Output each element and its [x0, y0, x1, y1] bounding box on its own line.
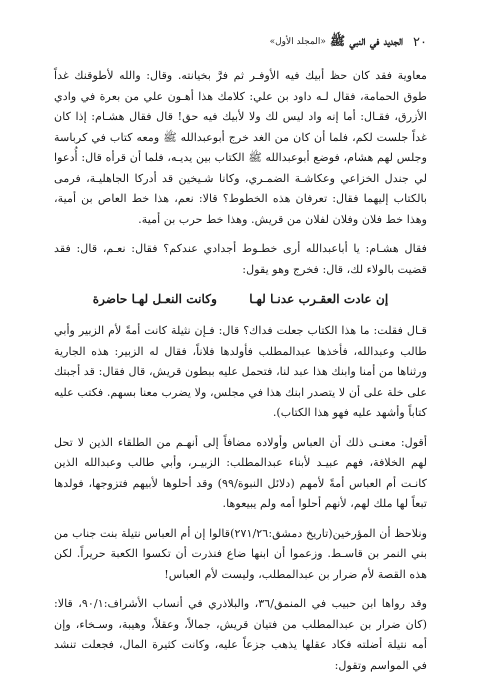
page-number: ٢٠	[413, 34, 427, 50]
verse-hemistich-first: إن عادت العقـرب عدنـا لهـا	[249, 292, 389, 306]
poetry-verse	[54, 289, 427, 309]
page-body	[54, 66, 427, 685]
book-title: الجديد في النبي ﷺ	[329, 32, 404, 48]
paragraph: قـال فقلت: ما هذا الكتاب جعلت فداك؟ قال: فـإن نثيلة كانت أمةً لأم الزبير وأبي طالب وعبدالله، فأخذها عبدالمطلب فأولدها فلاناً، فقال له الزبير: هذه الجارية ورثناها من أمنا وابنك هذا عبد لنا، فتحمل عليه ببطون قريش، قال فقال: قد أجبتك على خلة على أن لا يتصدر ابنك هذا في مجلس، ولا يضرب معنا بسهم. فكتب عليه كتاباً وأشهد عليه فهو هذا الكتاب).	[54, 324, 427, 419]
page-header	[54, 30, 427, 54]
paragraph: وقد رواها ابن حبيب في المنمق/٣٦، والبلاذري في أنساب الأشراف:٩٠/١، قالا: (كان ضرار بن عبدالمطلب من فتيان قريش، جمالاً، وعقلاً، وهيبة، وسـخاء، وإن أمه نتيلة أضلته فكاد عقلها يذهب جزعاً عليه، وكانت كثيرة المال، فجعلت تنشد في المواسم وتقول:	[54, 597, 428, 672]
verse-hemistich-second: وكانت النعـل لهـا حاضرة	[92, 292, 217, 306]
paragraph: معاوية فقد كان حظ أبيك فيه الأوفـر ثم فرَّ بخيانته. وقال: والله لأطوقنك غداً طوق الحمامة، فقال لـه داود بن علي: كلامك هذا أهـون علي من بعرة في وادي الأزرق، فقـال: أما إنه واد ليس لك ولا لأبيك فيه حق! قال فقال هشـام: إذا كان غداً جلست لكم، فلما أن كان من الغد خرج أبوعبدالله ﷺ ومعه كتاب في كرباسة وجلس لهم هشام، فوضع أبوعبدالله ﷺ الكتاب بين يديـه، فلما أن قرأه قال: أُدعوا لي جندل الخزاعي وعكاشـة الضمـري، وكانا شـيخين قد أدركا الجاهليـة، فرمى بالكتاب إليهما فقال: تعرفان هذه الخطوط؟ قالا: نعم، هذا خط العاص بن أمية، وهذا خط فلان وفلان لفلان من قريش. وهذا خط حرب بن أمية.	[54, 69, 427, 226]
paragraph: فقال هشـام: يا أباعبدالله أرى خطـوط أجدادي عندكم؟ فقال: نعـم، قال: فقد قضيت بالولاء لك، قال: فخرج وهو يقول:	[54, 242, 427, 276]
paragraph: ونلاحظ أن المؤرخين(تاريخ دمشق:٢٧١/٢٦)قالوا إن أم العباس نتيلة بنت جناب من بني النمر بن قاسـط. وزعموا أن ابنها ضاع فنذرت أن تكسوا الكعبة حريراً. لكن هذه القصة لأم ضرار بن عبدالمطلب، وليست لأم العباس!	[54, 526, 427, 581]
volume-label: «المجلد الأول»	[269, 37, 326, 47]
paragraph: أقول: معنـى ذلك أن العباس وأولاده مضافاً إلى أنهـم من الطلقاء الذين لا تحل لهم الخلافة، فهم عبيـد لأبناء عبدالمطلب: الزبيـر، وأبي طالب وعبدالله الذين كانـت أم العباس أمةً لأمهم (دلائل النبوة/٩٩) وقد أحلوها لأبيهم فتزوجها، فولدها تبعاً لها ملك لهم، لأنهم أحلوا أمه ولم يبيعوها.	[54, 435, 427, 510]
